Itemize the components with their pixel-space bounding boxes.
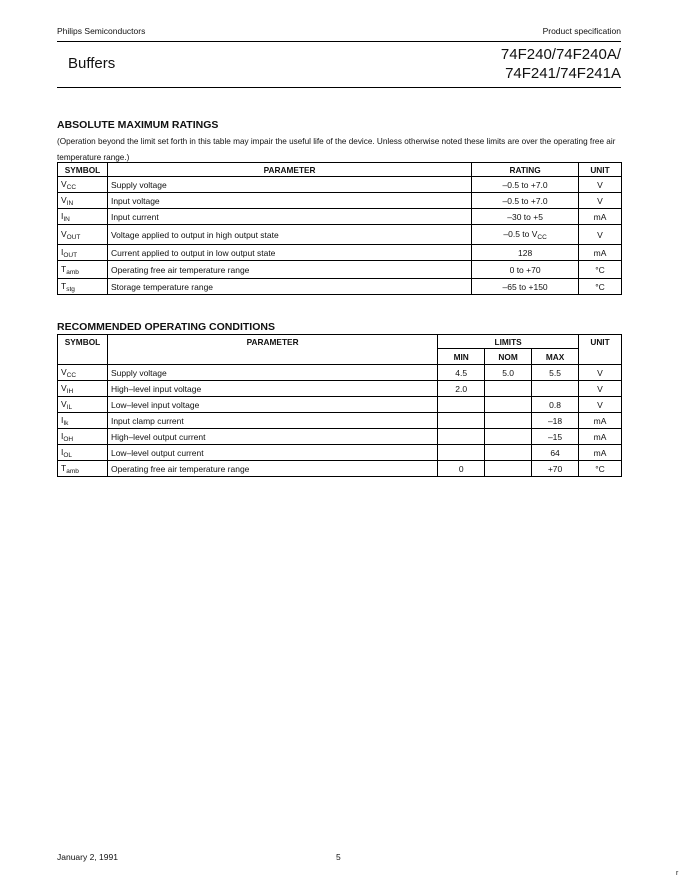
symbol-cell (58, 177, 108, 193)
rating-cell (472, 193, 579, 209)
symbol-cell (58, 429, 108, 445)
table-row (58, 429, 622, 445)
unit-cell: V (579, 397, 622, 413)
unit-cell: mA (579, 429, 622, 445)
symbol-letter: T (61, 462, 67, 473)
unit-cell: °C (579, 461, 622, 477)
unit-cell: V (579, 225, 622, 245)
rec-header-min: MIN (438, 349, 485, 365)
unit-cell: V (579, 177, 622, 193)
unit-cell: mA (579, 209, 622, 225)
symbol-letter: V (61, 366, 67, 377)
rating-cell (472, 261, 579, 279)
min-cell (438, 429, 485, 445)
table-row (58, 209, 622, 225)
parameter-cell: Input voltage (107, 193, 471, 209)
rec-header-limits: LIMITS (438, 335, 579, 349)
part-numbers-line-2: 74F241/74F241A (505, 65, 621, 82)
rating-cell (472, 177, 579, 193)
symbol-subscript: CC (66, 183, 77, 191)
symbol-letter: I (61, 430, 64, 441)
abs-header-parameter: PARAMETER (107, 163, 471, 177)
parameter-cell: Current applied to output in low output state (107, 245, 471, 261)
symbol-subscript: IL (66, 403, 73, 411)
table-row (58, 461, 622, 477)
min-cell (438, 445, 485, 461)
parameter-cell: Supply voltage (107, 177, 471, 193)
rating-cell (472, 209, 579, 225)
corner-mark: r (676, 870, 679, 877)
nom-cell (485, 429, 532, 445)
table-row (58, 245, 622, 261)
rec-header-max: MAX (532, 349, 579, 365)
symbol-subscript: OL (63, 451, 73, 459)
parameter-cell: Low–level output current (107, 445, 437, 461)
table-row (58, 261, 622, 279)
unit-cell: mA (579, 445, 622, 461)
symbol-letter: I (61, 414, 64, 425)
nom-cell (485, 397, 532, 413)
nom-cell (485, 381, 532, 397)
symbol-letter: V (61, 228, 67, 239)
min-cell: 2.0 (438, 381, 485, 397)
symbol-cell (58, 397, 108, 413)
table-row (58, 397, 622, 413)
symbol-cell (58, 193, 108, 209)
symbol-letter: I (61, 446, 64, 457)
symbol-letter: V (61, 194, 67, 205)
unit-cell: V (579, 381, 622, 397)
symbol-cell (58, 445, 108, 461)
symbol-subscript: Ik (63, 419, 69, 427)
min-cell: 4.5 (438, 365, 485, 381)
rating-subscript: CC (537, 233, 547, 241)
table-row (58, 279, 622, 295)
rating-value: –30 to +5 (507, 211, 543, 222)
parameter-cell: Operating free air temperature range (107, 461, 437, 477)
symbol-letter: V (61, 382, 67, 393)
rec-op-title: RECOMMENDED OPERATING CONDITIONS (57, 321, 275, 333)
abs-max-title: ABSOLUTE MAXIMUM RATINGS (57, 119, 219, 131)
symbol-subscript: amb (66, 268, 79, 276)
symbol-subscript: OUT (63, 251, 78, 259)
parameter-cell: Supply voltage (107, 365, 437, 381)
symbol-letter: V (61, 178, 67, 189)
nom-cell (485, 461, 532, 477)
max-cell: 0.8 (532, 397, 579, 413)
parameter-cell: Input clamp current (107, 413, 437, 429)
abs-max-table (57, 162, 622, 295)
rating-value: –65 to +150 (502, 281, 548, 292)
unit-cell: V (579, 365, 622, 381)
rating-value: 0 to +70 (509, 264, 541, 275)
parameter-cell: High–level input voltage (107, 381, 437, 397)
min-cell (438, 413, 485, 429)
symbol-subscript: amb (66, 467, 79, 475)
symbol-subscript: OH (63, 435, 74, 443)
symbol-cell (58, 245, 108, 261)
abs-header-rating: RATING (472, 163, 579, 177)
symbol-subscript: IN (66, 199, 74, 207)
parameter-cell: Storage temperature range (107, 279, 471, 295)
part-numbers (501, 45, 621, 83)
max-cell (532, 381, 579, 397)
rec-header-parameter: PARAMETER (107, 335, 437, 365)
table-row (58, 177, 622, 193)
unit-cell: mA (579, 413, 622, 429)
table-row (58, 193, 622, 209)
max-cell: 5.5 (532, 365, 579, 381)
footer-page-number: 5 (336, 852, 341, 862)
max-cell: +70 (532, 461, 579, 477)
symbol-letter: I (61, 246, 64, 257)
parameter-cell: Low–level input voltage (107, 397, 437, 413)
abs-max-note: (Operation beyond the limit set forth in this table may impair the useful life of the device. Unless otherwise noted these limits are over the operating free air temperature range.) (57, 137, 616, 162)
rating-cell (472, 279, 579, 295)
rating-value: 128 (518, 247, 533, 258)
symbol-cell (58, 279, 108, 295)
rating-cell (472, 245, 579, 261)
abs-header-symbol: SYMBOL (58, 163, 108, 177)
rating-cell (472, 225, 579, 245)
parameter-cell: Voltage applied to output in high output state (107, 225, 471, 245)
table-row (58, 381, 622, 397)
symbol-cell (58, 261, 108, 279)
unit-cell: °C (579, 279, 622, 295)
max-cell: 64 (532, 445, 579, 461)
unit-cell: °C (579, 261, 622, 279)
symbol-cell (58, 381, 108, 397)
unit-cell: V (579, 193, 622, 209)
unit-cell: mA (579, 245, 622, 261)
symbol-cell (58, 413, 108, 429)
rating-value: –0.5 to V (503, 228, 538, 239)
rec-header-unit: UNIT (579, 335, 622, 365)
symbol-cell (58, 461, 108, 477)
symbol-subscript: stg (66, 285, 75, 293)
table-row (58, 225, 622, 245)
symbol-cell (58, 225, 108, 245)
table-row (58, 365, 622, 381)
table-row (58, 445, 622, 461)
symbol-subscript: CC (66, 371, 77, 379)
symbol-cell (58, 209, 108, 225)
parameter-cell: High–level output current (107, 429, 437, 445)
parameter-cell: Operating free air temperature range (107, 261, 471, 279)
symbol-subscript: IN (63, 215, 70, 223)
rec-op-table (57, 334, 622, 477)
parameter-cell: Input current (107, 209, 471, 225)
abs-header-unit: UNIT (579, 163, 622, 177)
nom-cell (485, 413, 532, 429)
rating-value: –0.5 to +7.0 (502, 179, 548, 190)
table-row (58, 413, 622, 429)
symbol-subscript: OUT (66, 233, 81, 241)
footer-date: January 2, 1991 (57, 852, 118, 862)
nom-cell (485, 445, 532, 461)
page-title: Buffers (68, 55, 116, 72)
company-name: Philips Semiconductors (57, 26, 146, 36)
max-cell: –18 (532, 413, 579, 429)
header-top-rule (57, 41, 621, 42)
header-bottom-rule (57, 87, 621, 88)
min-cell: 0 (438, 461, 485, 477)
nom-cell: 5.0 (485, 365, 532, 381)
symbol-subscript: IH (66, 387, 74, 395)
rec-header-nom: NOM (485, 349, 532, 365)
symbol-letter: I (61, 210, 64, 221)
rating-value: –0.5 to +7.0 (502, 195, 548, 206)
symbol-cell (58, 365, 108, 381)
symbol-letter: T (61, 280, 67, 291)
symbol-letter: T (61, 263, 67, 274)
max-cell: –15 (532, 429, 579, 445)
symbol-letter: V (61, 398, 67, 409)
document-type: Product specification (542, 26, 621, 36)
part-numbers-line-1: 74F240/74F240A/ (500, 46, 621, 63)
rec-header-symbol: SYMBOL (58, 335, 108, 365)
min-cell (438, 397, 485, 413)
